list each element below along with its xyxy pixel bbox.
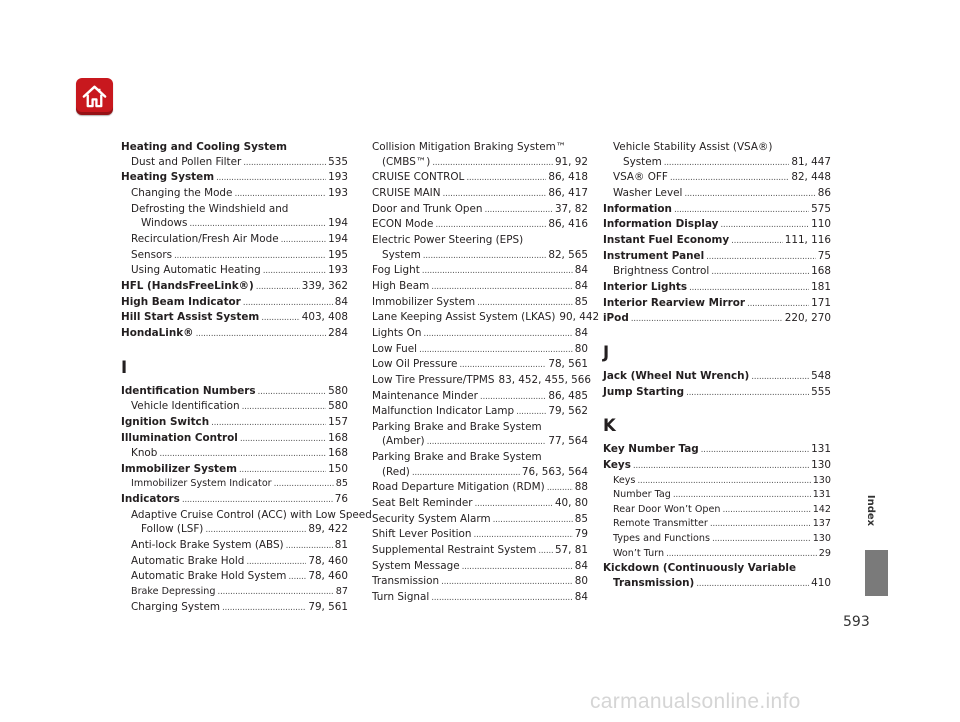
index-entry[interactable]: Security System Alarm . . . 85	[372, 512, 588, 528]
index-entry[interactable]: Number Tag . . . 131	[603, 488, 831, 503]
index-tab-marker	[865, 550, 888, 596]
index-entry[interactable]: Keys . . . 130	[603, 474, 831, 489]
index-entry[interactable]: Vehicle Identification . . . 580	[121, 399, 348, 415]
index-entry[interactable]: Interior Lights . . . 181	[603, 280, 831, 296]
index-entry[interactable]: Turn Signal . . . 84	[372, 590, 588, 606]
index-entry[interactable]: Identification Numbers . . . 580	[121, 384, 348, 400]
page-number: 593	[843, 614, 870, 630]
index-entry[interactable]: Low Fuel . . . 80	[372, 342, 588, 358]
index-entry: Electric Power Steering (EPS)	[372, 233, 524, 246]
index-side-tab[interactable]	[851, 480, 891, 540]
index-entry[interactable]: Types and Functions . . . 130	[603, 532, 831, 547]
index-entry[interactable]: System . . . 82, 565	[372, 248, 588, 264]
index-entry[interactable]: Ignition Switch . . . 157	[121, 415, 348, 431]
index-entry[interactable]: Indicators . . . 76	[121, 492, 348, 508]
index-entry[interactable]: Information . . . 575	[603, 202, 831, 218]
index-entry[interactable]: Anti-lock Brake System (ABS) . . . 81	[121, 538, 348, 554]
index-entry[interactable]: Immobilizer System Indicator . . . 85	[121, 477, 348, 492]
index-entry[interactable]: Heating System . . . 193	[121, 170, 348, 186]
index-entry[interactable]: CRUISE MAIN . . . 86, 417	[372, 186, 588, 202]
index-entry[interactable]: High Beam Indicator . . . 84	[121, 295, 348, 311]
index-column-3	[603, 140, 831, 592]
index-entry: Defrosting the Windshield and	[131, 202, 289, 215]
index-side-tab-label: Index	[865, 494, 877, 526]
index-entry[interactable]: Remote Transmitter . . . 137	[603, 517, 831, 532]
index-entry[interactable]: Jump Starting . . . 555	[603, 385, 831, 401]
index-entry[interactable]: (Amber) . . . 77, 564	[372, 434, 588, 450]
section-letter-i: I	[121, 357, 128, 377]
index-entry[interactable]: Road Departure Mitigation (RDM) . . . 88	[372, 480, 588, 496]
index-entry[interactable]: ECON Mode . . . 86, 416	[372, 217, 588, 233]
section-letter-j: J	[603, 342, 610, 362]
index-entry[interactable]: Automatic Brake Hold . . . 78, 460	[121, 554, 348, 570]
index-entry[interactable]: Heating and Cooling System	[121, 141, 287, 153]
index-entry[interactable]: Automatic Brake Hold System . . . 78, 460	[121, 569, 348, 585]
index-entry[interactable]: Transmission . . . 80	[372, 574, 588, 590]
index-entry[interactable]: HondaLink® . . . 284	[121, 326, 348, 342]
index-entry[interactable]: Brake Depressing . . . 87	[121, 585, 348, 600]
index-entry[interactable]: Low Tire Pressure/TPMS 83, 452, 455, 566	[372, 373, 592, 386]
home-button[interactable]	[76, 78, 113, 115]
index-entry[interactable]: Malfunction Indicator Lamp . . . 79, 562	[372, 404, 588, 420]
index-entry: Kickdown (Continuously Variable	[603, 562, 797, 575]
index-entry[interactable]: Instant Fuel Economy . . . 111, 116	[603, 233, 831, 249]
home-icon	[81, 83, 108, 110]
index-entry[interactable]: Knob . . . 168	[121, 446, 348, 462]
index-entry[interactable]: Follow (LSF) . . . 89, 422	[121, 522, 348, 538]
index-entry[interactable]: Changing the Mode . . . 193	[121, 186, 348, 202]
index-column-2	[372, 140, 600, 606]
index-entry[interactable]: Jack (Wheel Nut Wrench) . . . 548	[603, 369, 831, 385]
index-entry[interactable]: Door and Trunk Open . . . 37, 82	[372, 202, 588, 218]
index-entry[interactable]: CRUISE CONTROL . . . 86, 418	[372, 170, 588, 186]
index-entry[interactable]: Using Automatic Heating . . . 193	[121, 263, 348, 279]
index-entry[interactable]: Information Display . . . 110	[603, 217, 831, 233]
index-entry[interactable]: Lane Keeping Assist System (LKAS) 90, 442	[372, 311, 600, 324]
index-entry: Parking Brake and Brake System	[372, 420, 542, 433]
index-entry: Vehicle Stability Assist (VSA®)	[613, 141, 773, 153]
index-entry[interactable]: Key Number Tag . . . 131	[603, 442, 831, 458]
index-entry[interactable]: Hill Start Assist System . . . 403, 408	[121, 310, 348, 326]
index-entry[interactable]: Maintenance Minder . . . 86, 485	[372, 389, 588, 405]
index-entry[interactable]: Sensors . . . 195	[121, 248, 348, 264]
index-entry[interactable]: Won’t Turn . . . 29	[603, 547, 831, 562]
index-entry[interactable]: Keys . . . 130	[603, 458, 831, 474]
index-entry[interactable]: Low Oil Pressure . . . 78, 561	[372, 357, 588, 373]
index-entry[interactable]: VSA® OFF . . . 82, 448	[603, 170, 831, 186]
index-column-1	[121, 140, 372, 615]
index-entry[interactable]: Dust and Pollen Filter . . . 535	[121, 155, 348, 171]
index-entry[interactable]: Lights On . . . 84	[372, 326, 588, 342]
index-entry[interactable]: (CMBS™) . . . 91, 92	[372, 155, 588, 171]
index-entry[interactable]: Seat Belt Reminder . . . 40, 80	[372, 496, 588, 512]
index-entry[interactable]: Rear Door Won’t Open . . . 142	[603, 503, 831, 518]
index-entry[interactable]: iPod . . . 220, 270	[603, 311, 831, 327]
index-entry[interactable]: HFL (HandsFreeLink®) . . . 339, 362	[121, 279, 348, 295]
index-entry[interactable]: Washer Level . . . 86	[603, 186, 831, 202]
index-entry[interactable]: System Message . . . 84	[372, 559, 588, 575]
watermark: carmanualsonline.info	[590, 690, 801, 713]
index-entry[interactable]: Supplemental Restraint System . . . 57, 81	[372, 543, 588, 559]
index-entry[interactable]: Transmission) . . . 410	[603, 576, 831, 592]
index-entry[interactable]: Charging System . . . 79, 561	[121, 600, 348, 616]
index-entry[interactable]: Brightness Control . . . 168	[603, 264, 831, 280]
index-entry[interactable]: Interior Rearview Mirror . . . 171	[603, 296, 831, 312]
index-entry[interactable]: System . . . 81, 447	[603, 155, 831, 171]
index-entry[interactable]: Recirculation/Fresh Air Mode . . . 194	[121, 232, 348, 248]
index-entry: Adaptive Cruise Control (ACC) with Low Speed	[131, 508, 372, 521]
index-entry[interactable]: Immobilizer System . . . 150	[121, 462, 348, 478]
index-entry[interactable]: Shift Lever Position . . . 79	[372, 527, 588, 543]
index-entry[interactable]: Windows . . . 194	[121, 216, 348, 232]
index-entry: Parking Brake and Brake System	[372, 451, 542, 464]
index-entry: Collision Mitigation Braking System™	[372, 141, 567, 153]
index-entry[interactable]: (Red) . . . 76, 563, 564	[372, 465, 588, 481]
index-entry[interactable]: Fog Light . . . 84	[372, 263, 588, 279]
index-entry[interactable]: Illumination Control . . . 168	[121, 431, 348, 447]
index-entry[interactable]: High Beam . . . 84	[372, 279, 588, 295]
section-letter-k: K	[603, 416, 616, 436]
index-entry[interactable]: Instrument Panel . . . 75	[603, 249, 831, 265]
index-entry[interactable]: Immobilizer System . . . 85	[372, 295, 588, 311]
